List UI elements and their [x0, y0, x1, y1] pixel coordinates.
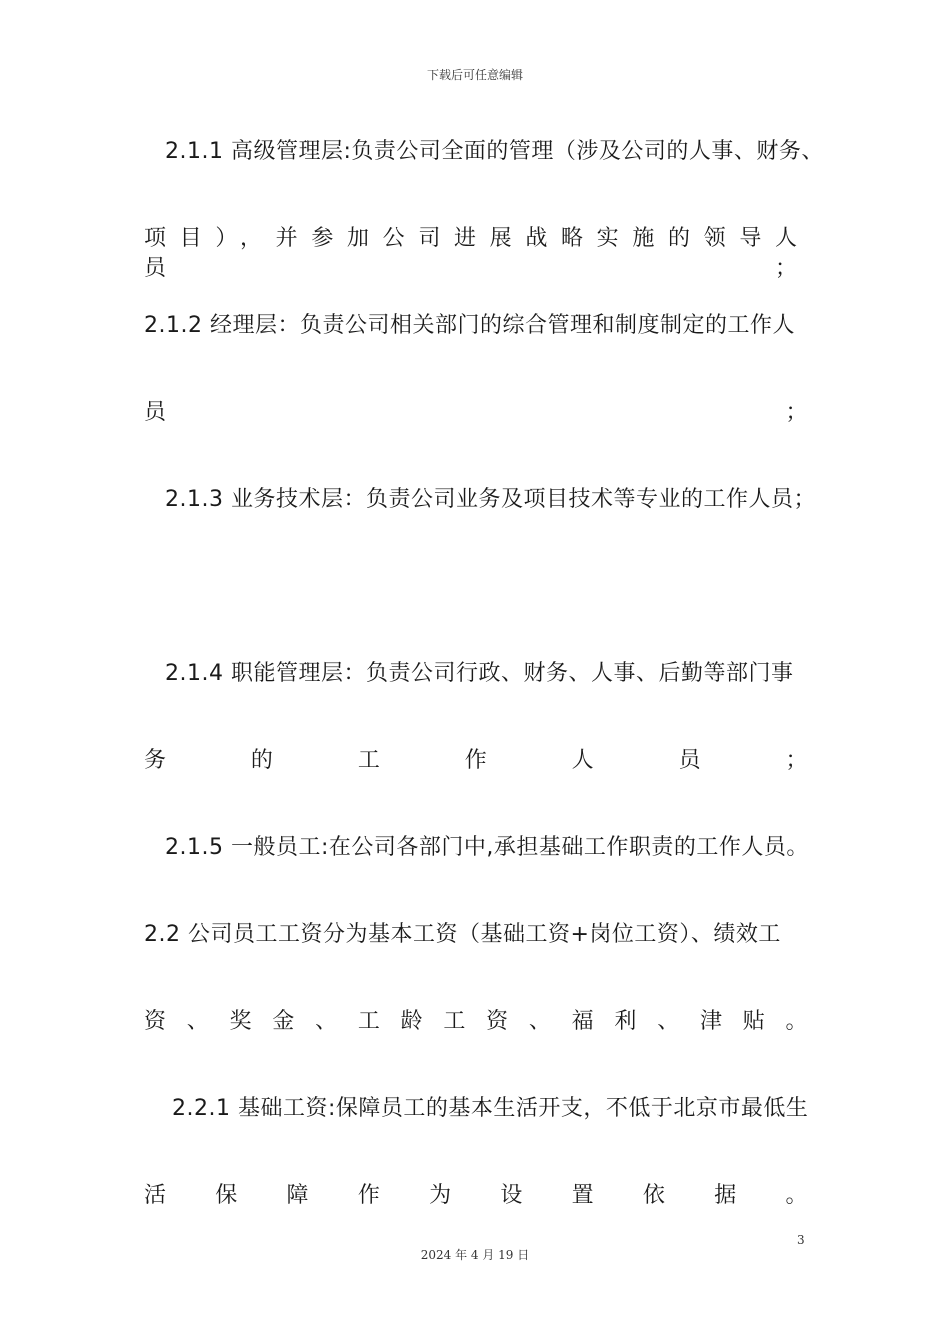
page-footer-date: 2024 年 4 月 19 日 [420, 1248, 530, 1262]
paragraph-line-2-2-1-cont: 活保障作为设置依据。 [144, 1183, 808, 1208]
page-number: 3 [797, 1233, 805, 1247]
paragraph-line-2-2: 2.2 公司员工工资分为基本工资（基础工资+岗位工资）、绩效工 [144, 922, 781, 947]
paragraph-line-2-1-1-cont: 项目），并参加公司进展战略实施的领导人员； [144, 226, 808, 281]
paragraph-line-2-1-1: 2.1.1 高级管理层:负责公司全面的管理（涉及公司的人事、财务、 [165, 139, 824, 164]
paragraph-line-2-1-3: 2.1.3 业务技术层：负责公司业务及项目技术等专业的工作人员； [165, 487, 816, 512]
paragraph-line-2-1-4: 2.1.4 职能管理层：负责公司行政、财务、人事、后勤等部门事 [165, 661, 794, 686]
paragraph-line-2-1-2: 2.1.2 经理层：负责公司相关部门的综合管理和制度制定的工作人 [144, 313, 795, 338]
paragraph-line-2-2-1: 2.2.1 基础工资:保障员工的基本生活开支，不低于北京市最低生 [172, 1096, 809, 1121]
page-header: 下载后可任意编辑 [426, 68, 523, 82]
paragraph-line-2-1-5: 2.1.5 一般员工:在公司各部门中,承担基础工作职责的工作人员。 [165, 835, 809, 860]
paragraph-line-2-1-4-cont: 务的工作人员； [144, 748, 808, 773]
paragraph-line-2-1-2-cont: 员； [144, 400, 808, 425]
paragraph-line-2-2-cont: 资、奖金、工龄工资、福利、津贴。 [144, 1009, 808, 1034]
